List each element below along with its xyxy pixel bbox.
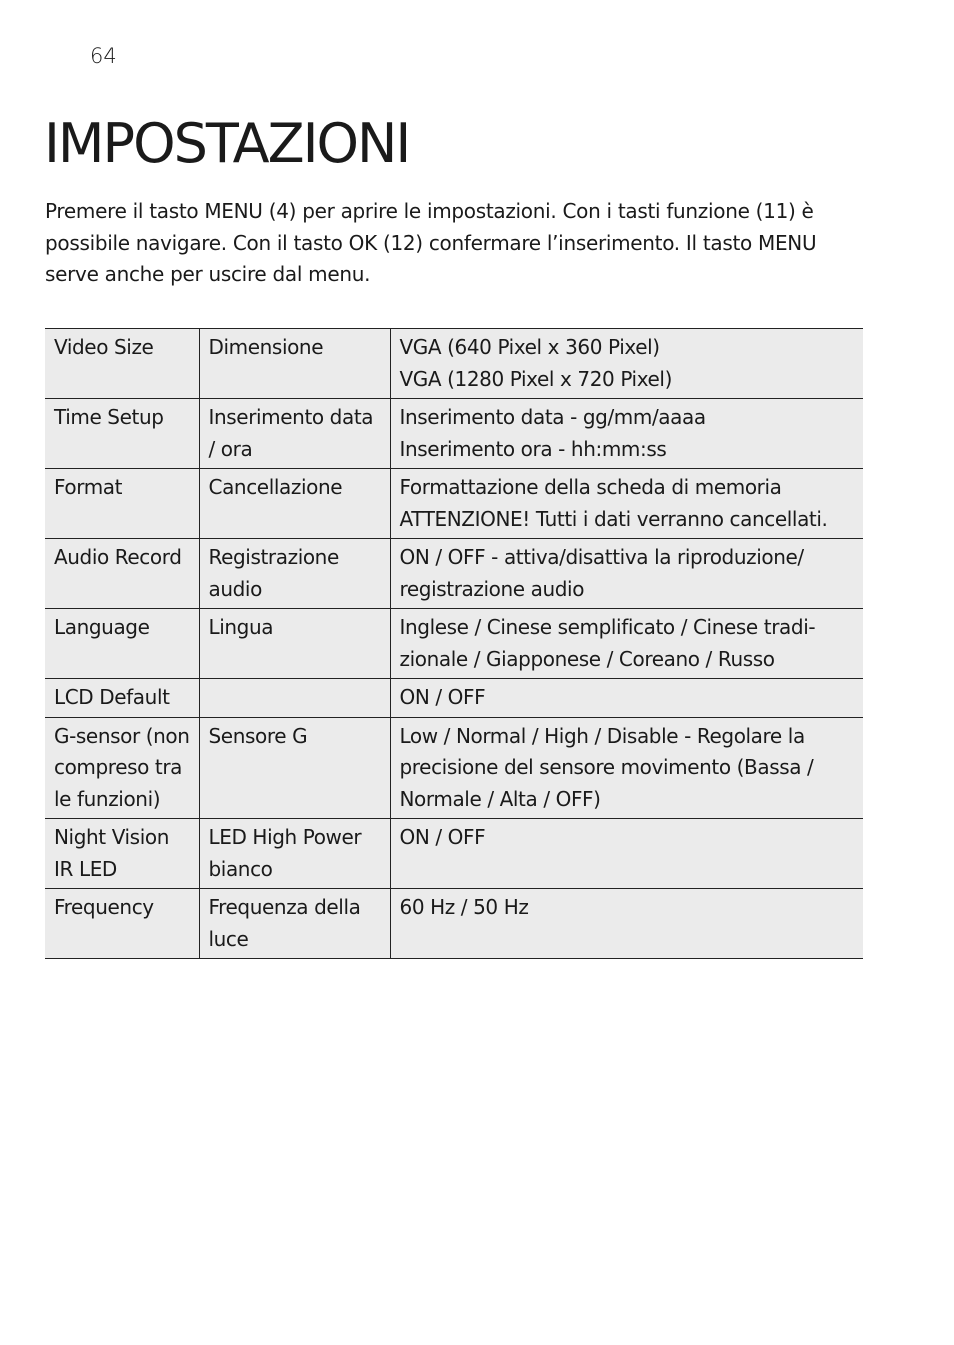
settings-table xyxy=(45,328,863,959)
setting-meaning-cell: Registrazione audio xyxy=(199,539,390,609)
setting-options-cell: Low / Normal / High / Disable - Regolare la precisione del sensore movimento (Bassa / Normale / Alta / OFF) xyxy=(390,717,863,819)
setting-meaning-cell: Dimensione xyxy=(199,329,390,399)
table-row xyxy=(45,819,863,889)
setting-name-cell: Frequency xyxy=(45,889,199,959)
setting-meaning-cell: Lingua xyxy=(199,609,390,679)
table-row xyxy=(45,609,863,679)
setting-meaning-cell: LED High Power bianco xyxy=(199,819,390,889)
table-row xyxy=(45,717,863,819)
setting-options-cell: Formattazione della scheda di memoria ATTENZIONE! Tutti i dati verranno cancellati. xyxy=(390,469,863,539)
setting-options-cell: 60 Hz / 50 Hz xyxy=(390,889,863,959)
page-number: 64 xyxy=(90,44,117,68)
setting-meaning-cell: Frequenza della luce xyxy=(199,889,390,959)
setting-options-cell: Inserimento data - gg/mm/aaaa Inserimento ora - hh:mm:ss xyxy=(390,399,863,469)
setting-options-cell: ON / OFF - attiva/disattiva la riproduzione/ registrazione audio xyxy=(390,539,863,609)
setting-options-cell: VGA (640 Pixel x 360 Pixel) VGA (1280 Pixel x 720 Pixel) xyxy=(390,329,863,399)
setting-name-cell: Audio Record xyxy=(45,539,199,609)
setting-name-cell: Format xyxy=(45,469,199,539)
intro-paragraph: Premere il tasto MENU (4) per aprire le impostazioni. Con i tasti funzione (11) è possibile navigare. Con il tasto OK (12) confermare l’inserimento. Il tasto MENU serve anche per uscire dal menu. xyxy=(45,199,817,286)
table-row xyxy=(45,539,863,609)
table-row xyxy=(45,469,863,539)
setting-options-cell: ON / OFF xyxy=(390,679,863,718)
table-row xyxy=(45,399,863,469)
table-row xyxy=(45,679,863,718)
table-row xyxy=(45,889,863,959)
setting-options-cell: ON / OFF xyxy=(390,819,863,889)
setting-name-cell: Night Vision IR LED xyxy=(45,819,199,889)
setting-name-cell: Video Size xyxy=(45,329,199,399)
setting-meaning-cell: Sensore G xyxy=(199,717,390,819)
setting-name-cell: Language xyxy=(45,609,199,679)
setting-name-cell: Time Setup xyxy=(45,399,199,469)
setting-options-cell: Inglese / Cinese semplificato / Cinese tradi- zionale / Giapponese / Coreano / Russo xyxy=(390,609,863,679)
setting-name-cell: LCD Default xyxy=(45,679,199,718)
setting-meaning-cell: Inserimento data / ora xyxy=(199,399,390,469)
page-title: IMPOSTAZIONI xyxy=(44,112,410,175)
setting-name-cell: G-sensor (non compreso tra le funzioni) xyxy=(45,717,199,819)
table-row xyxy=(45,329,863,399)
setting-meaning-cell: Cancellazione xyxy=(199,469,390,539)
setting-meaning-cell xyxy=(199,679,390,718)
